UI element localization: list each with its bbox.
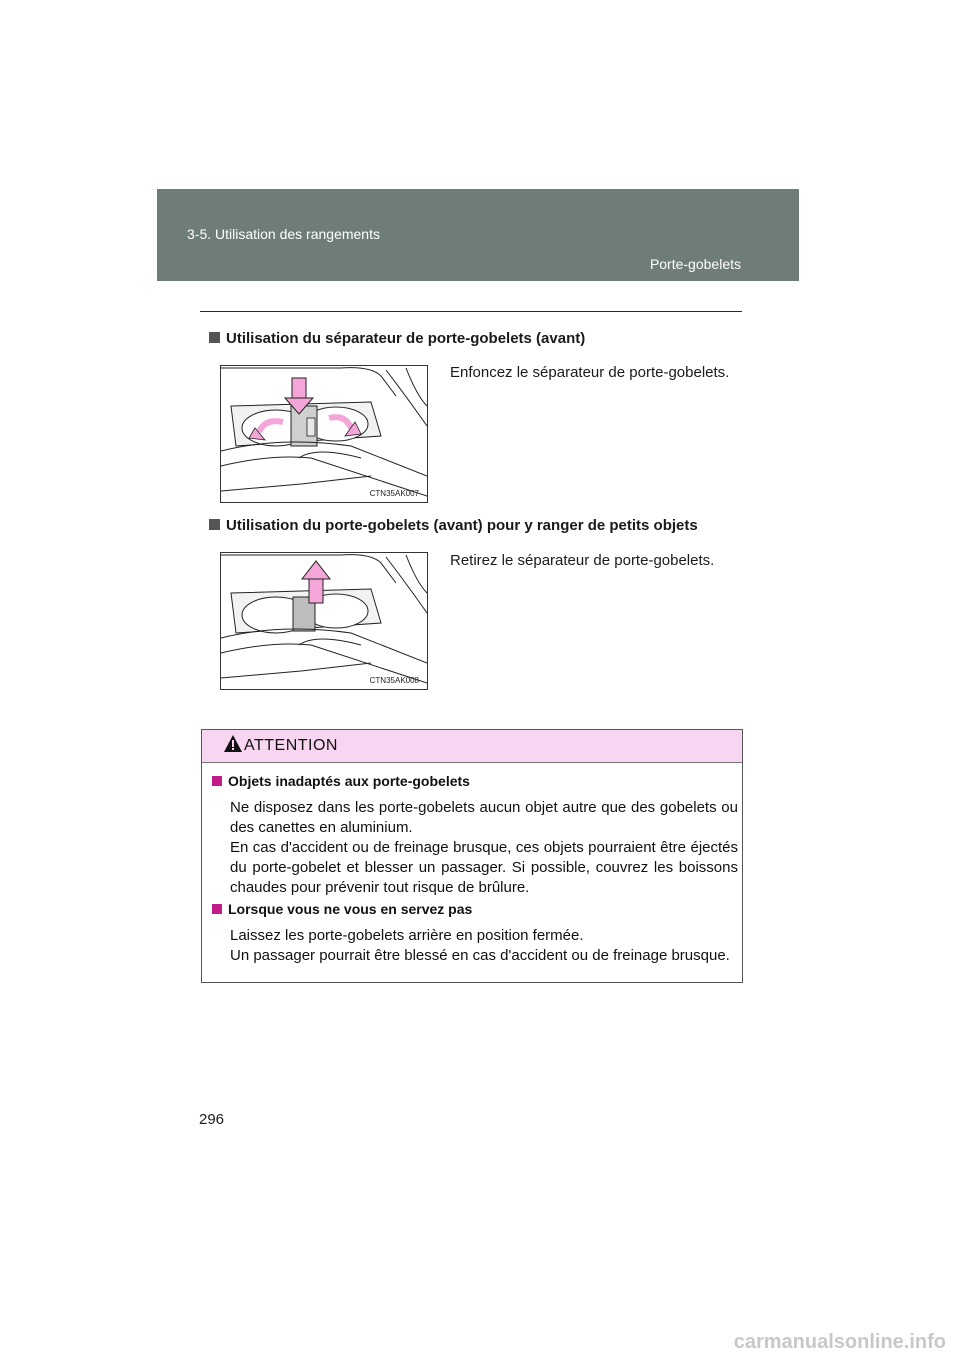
bullet-square-icon [209, 519, 220, 530]
warning-paragraph: Laissez les porte-gobelets arrière en position fermée. [230, 927, 584, 944]
page-number: 296 [199, 1111, 225, 1128]
figure-code: CTN35AK007 [369, 489, 419, 498]
warning-item-title-text: Lorsque vous ne vous en servez pas [228, 901, 473, 917]
section2-heading [209, 517, 698, 534]
warning-item-title [212, 901, 472, 917]
section1-heading [209, 330, 585, 347]
bullet-square-icon [212, 904, 222, 914]
header-rule [200, 311, 742, 312]
warning-item-title-text: Objets inadaptés aux porte-gobelets [228, 773, 470, 789]
section1-instruction: Enfoncez le séparateur de porte-gobelets. [450, 364, 730, 381]
page-title: Porte-gobelets [649, 256, 741, 272]
section2-instruction: Retirez le séparateur de porte-gobelets. [450, 552, 715, 569]
warning-item-text [230, 798, 738, 898]
warning-header [202, 730, 742, 763]
warning-paragraph: Ne disposez dans les porte-gobelets aucun objet autre que des gobelets ou des canettes en aluminium. [230, 799, 738, 836]
section-breadcrumb: 3-5. Utilisation des rangements [187, 226, 380, 242]
warning-paragraph: En cas d'accident ou de freinage brusque, ces objets pourraient être éjectés du porte-gobelet et blesser un passager. Si possible, couvrez les boissons chaudes pour prévenir tout risque de brûlure. [230, 839, 738, 896]
section2-heading-text: Utilisation du porte-gobelets (avant) pour y ranger de petits objets [226, 517, 698, 534]
divider-remove-illustration [221, 553, 427, 689]
warning-box [201, 729, 743, 983]
warning-label: ATTENTION [244, 737, 338, 754]
bullet-square-icon [209, 332, 220, 343]
figure-code: CTN35AK008 [369, 676, 419, 685]
figure-divider-push [220, 365, 428, 503]
header-band [157, 189, 799, 281]
warning-paragraph: Un passager pourrait être blessé en cas d'accident ou de freinage brusque. [230, 947, 730, 964]
divider-push-illustration [221, 366, 427, 502]
warning-item-title [212, 773, 470, 789]
bullet-square-icon [212, 776, 222, 786]
figure-divider-remove [220, 552, 428, 690]
watermark[interactable]: carmanualsonline.info [733, 1331, 946, 1353]
section1-heading-text: Utilisation du séparateur de porte-gobelets (avant) [226, 330, 586, 347]
warning-item-text [230, 926, 738, 966]
warning-triangle-icon [224, 735, 242, 752]
